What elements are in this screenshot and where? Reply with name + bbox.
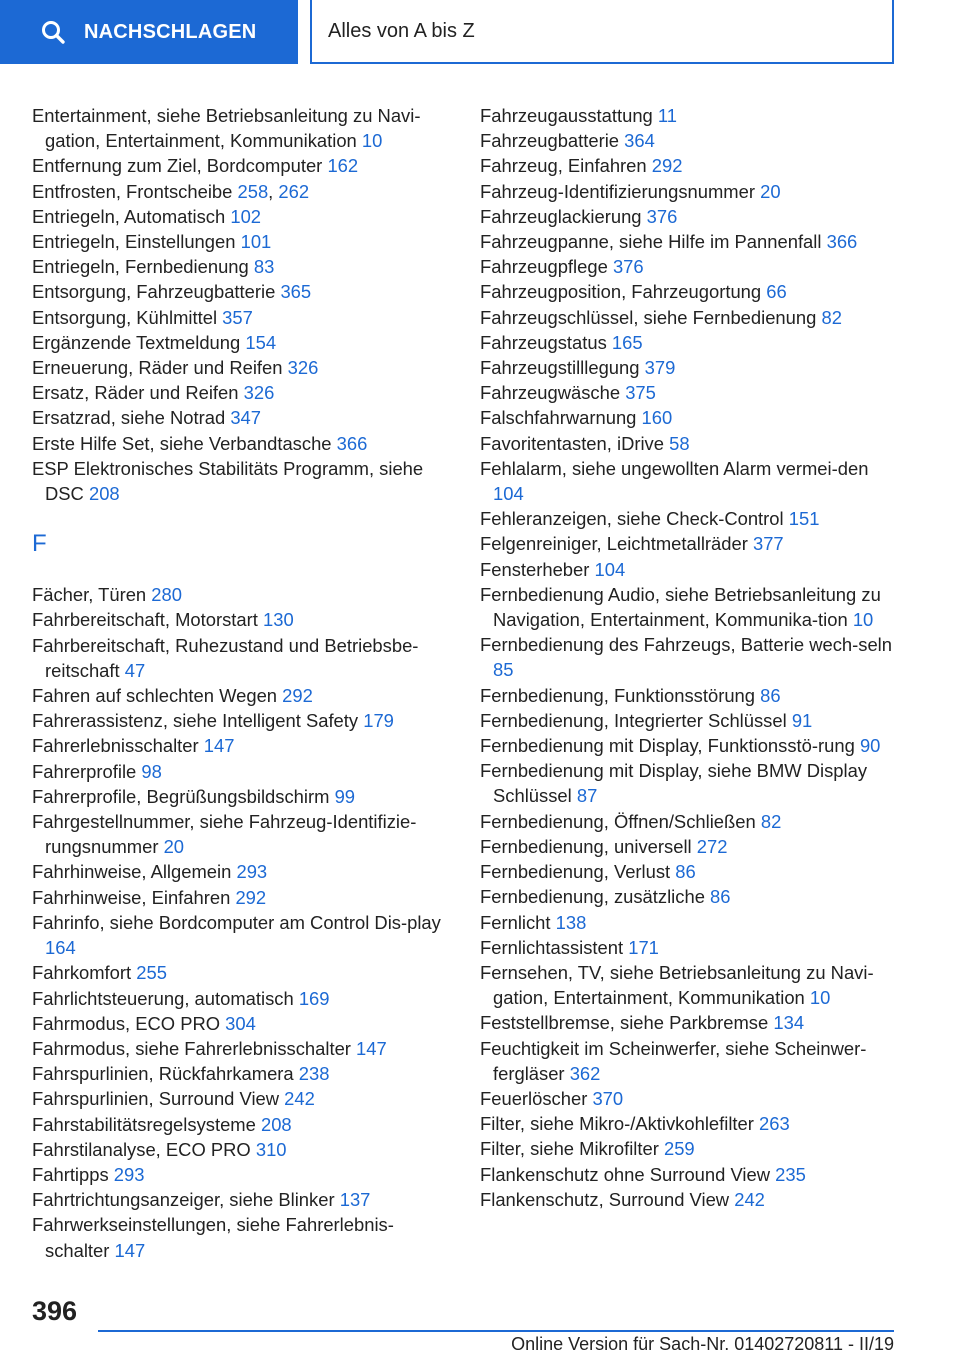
index-entry <box>32 103 447 153</box>
index-entry-term: Fahren auf schlechten Wegen <box>32 685 278 707</box>
page-reference-link[interactable]: 376 <box>612 256 644 278</box>
index-entry <box>480 708 900 733</box>
page-reference-link[interactable]: 259 <box>663 1138 695 1160</box>
index-entry-term: Fahrspurlinien, Surround View <box>32 1088 280 1110</box>
page-reference-link[interactable]: 208 <box>88 483 120 505</box>
page-reference-link[interactable]: 82 <box>760 810 782 832</box>
index-entry <box>480 1010 900 1035</box>
tab-nachschlagen[interactable] <box>0 0 298 64</box>
index-entry-term: Fahrzeugpanne, siehe Hilfe im Pannenfall <box>480 231 822 253</box>
page-reference-link[interactable]: 10 <box>809 987 831 1009</box>
index-entry-term: Fernbedienung, Funktionsstörung <box>480 684 756 706</box>
index-entry-term: Entsorgung, Fahrzeugbatterie <box>32 281 276 303</box>
page-reference-link[interactable]: 293 <box>113 1163 145 1185</box>
page-reference-link[interactable]: 151 <box>788 508 820 530</box>
page-reference-link[interactable]: 83 <box>253 256 275 278</box>
index-entry <box>480 506 900 531</box>
index-entry-term: Fahrzeugstilllegung <box>480 357 640 379</box>
page-reference-link[interactable]: 20 <box>760 180 781 202</box>
page-reference-link[interactable]: 104 <box>493 483 524 505</box>
page-reference-link[interactable]: 375 <box>625 382 656 404</box>
index-entry <box>480 1162 900 1187</box>
index-entry <box>32 1086 447 1111</box>
page-reference-link[interactable]: 179 <box>363 710 394 732</box>
index-entry <box>32 633 447 683</box>
page-reference-link[interactable]: 137 <box>339 1189 371 1211</box>
index-entry <box>32 431 447 456</box>
page-reference-link[interactable]: 86 <box>675 861 696 883</box>
page-reference-link[interactable]: 11 <box>657 105 677 126</box>
page-reference-link[interactable]: 164 <box>45 937 76 959</box>
page-reference-link[interactable]: 292 <box>282 685 313 707</box>
page-reference-link[interactable]: 86 <box>760 684 781 706</box>
index-entry-term: Fensterheber <box>480 558 590 580</box>
page-reference-link[interactable]: 263 <box>759 1113 790 1135</box>
index-entry <box>480 179 900 204</box>
page-reference-link[interactable]: 366 <box>826 231 858 253</box>
index-entry <box>480 279 900 304</box>
index-entry <box>32 607 447 632</box>
index-entry: Entfrosten, Frontscheibe 258, 262 <box>32 180 310 202</box>
index-entry-term: Entriegeln, Automatisch <box>32 205 226 227</box>
index-entry-term: Fahrzeugschlüssel, siehe Fernbedienung <box>480 306 817 328</box>
page-reference-link[interactable]: 102 <box>230 205 262 227</box>
index-entry <box>32 305 447 330</box>
index-entry-term: Entriegeln, Einstellungen <box>32 231 236 253</box>
index-entry-term: Flankenschutz ohne Surround View <box>480 1163 771 1185</box>
page-reference-link[interactable]: 160 <box>641 407 673 429</box>
page-reference-link[interactable]: 99 <box>334 785 356 807</box>
index-entry-term: ESP Elektronisches Stabilitäts Programm, siehe DSC <box>32 457 424 505</box>
page-reference-link[interactable]: 370 <box>592 1087 624 1109</box>
page-reference-link[interactable]: 362 <box>569 1062 601 1084</box>
index-entry-term: Entriegeln, Fernbedienung <box>32 256 249 278</box>
index-entry-term: Favoritentasten, iDrive <box>480 432 664 454</box>
index-entry-term: Fahrkomfort <box>32 962 132 984</box>
page-reference-link[interactable]: 101 <box>240 231 272 253</box>
page-reference-link[interactable]: 292 <box>651 155 683 177</box>
page-reference-link[interactable]: 147 <box>114 1239 146 1261</box>
index-entry-term: Fernbedienung, Verlust <box>480 861 671 883</box>
page-reference-link[interactable]: 376 <box>646 205 678 227</box>
page-reference-link[interactable]: 165 <box>611 331 643 353</box>
index-entry-term: Feuerlöscher <box>480 1087 588 1109</box>
index-entry-term: Fahrzeugbatterie <box>480 130 620 152</box>
index-entry <box>480 405 900 430</box>
index-entry <box>480 254 900 279</box>
index-entry <box>480 153 900 178</box>
page-number: 396 <box>32 1296 78 1326</box>
index-entry <box>480 960 900 1010</box>
page-reference-link[interactable]: 20 <box>163 836 185 858</box>
page-reference-link[interactable]: 85 <box>493 659 514 681</box>
index-entry <box>32 708 447 733</box>
index-entry-term: Fahrspurlinien, Rückfahrkamera <box>32 1063 294 1085</box>
index-entry <box>480 1111 900 1136</box>
index-entry <box>480 330 900 355</box>
index-entry <box>480 128 900 153</box>
page-reference-link[interactable]: 326 <box>287 357 319 379</box>
index-entry-term: Fernbedienung mit Display, siehe BMW Display Schlüssel <box>480 760 868 807</box>
page-reference-link[interactable]: 91 <box>791 709 813 731</box>
index-entry <box>32 1162 447 1187</box>
index-entry <box>480 884 900 909</box>
index-entry-term: Falschfahrwarnung <box>480 407 637 429</box>
page-reference-link[interactable]: 171 <box>628 936 659 958</box>
index-entry <box>32 683 447 708</box>
index-entry <box>32 1187 447 1212</box>
index-entry <box>480 531 900 556</box>
index-entry-term: Fernbedienung, universell <box>480 835 692 857</box>
index-entry-term: Felgenreiniger, Leichtmetallräder <box>480 533 748 555</box>
index-entry <box>32 405 447 430</box>
index-entry-term: Fahrhinweise, Einfahren <box>32 886 231 908</box>
index-entry-term: Fernbedienung Audio, siehe Betriebsanleitung zu Navigation, Entertainment, Kommunika-tion <box>480 583 881 631</box>
index-entry <box>32 279 447 304</box>
index-entry <box>32 733 447 758</box>
index-entry-term: Filter, siehe Mikro-/Aktivkohlefilter <box>480 1113 754 1135</box>
page-reference-link[interactable]: 138 <box>555 911 587 933</box>
index-entry <box>32 1011 447 1036</box>
index-entry <box>480 632 900 682</box>
page-reference-link[interactable]: 162 <box>327 155 359 177</box>
page-reference-link[interactable]: 272 <box>696 835 728 857</box>
page-reference-link[interactable]: 238 <box>298 1063 330 1085</box>
index-entry <box>32 229 447 254</box>
page-reference-link[interactable]: 242 <box>734 1188 765 1210</box>
page-reference-link[interactable]: 364 <box>624 130 655 152</box>
index-entry <box>32 1112 447 1137</box>
index-entry <box>480 859 900 884</box>
page-reference-link[interactable]: 10 <box>361 130 383 152</box>
page-reference-link[interactable]: 154 <box>245 331 277 353</box>
index-entry <box>480 380 900 405</box>
index-entry-term: Fahrwerkseinstellungen, siehe Fahrerlebnis-schalter <box>32 1214 394 1261</box>
index-entry-term: Erste Hilfe Set, siehe Verbandtasche <box>32 432 332 454</box>
index-entry-term: Fahrbereitschaft, Motorstart <box>32 609 258 631</box>
index-entry-term: Ersatzrad, siehe Notrad <box>32 407 226 429</box>
index-entry-term: Flankenschutz, Surround View <box>480 1188 730 1210</box>
index-entry <box>32 204 447 229</box>
index-entry-term: Fächer, Türen <box>32 584 147 606</box>
index-entry-term: Ergänzende Textmeldung <box>32 331 241 353</box>
index-entry <box>32 759 447 784</box>
index-entry-term: Fahrstilanalyse, ECO PRO <box>32 1138 251 1160</box>
index-entry <box>32 153 447 178</box>
page-reference-link[interactable]: 98 <box>141 760 162 782</box>
index-entry-term: Fahrzeugwäsche <box>480 382 621 404</box>
page-reference-link[interactable]: 292 <box>235 886 267 908</box>
page-reference-link[interactable]: 357 <box>222 306 253 328</box>
index-entry <box>480 431 900 456</box>
index-entry-term: Feststellbremse, siehe Parkbremse <box>480 1012 769 1034</box>
page-reference-link[interactable]: 147 <box>203 735 235 757</box>
index-letter-heading: F <box>32 530 47 558</box>
index-entry-term: Fahrzeuglackierung <box>480 205 642 227</box>
index-entry-term: Entfernung zum Ziel, Bordcomputer <box>32 155 323 177</box>
page-reference-link[interactable]: 365 <box>280 281 312 303</box>
section-title: Alles von A bis Z <box>310 0 894 64</box>
page-reference-link[interactable]: 280 <box>151 584 182 606</box>
page-reference-link[interactable]: 169 <box>298 987 330 1009</box>
index-entry-term: Fernlichtassistent <box>480 936 624 958</box>
index-entry <box>480 910 900 935</box>
index-entry <box>32 254 447 279</box>
page-reference-link[interactable]: 235 <box>775 1163 806 1185</box>
page-reference-link[interactable]: 208 <box>260 1113 292 1135</box>
index-entry-term: Ersatz, Räder und Reifen <box>32 382 239 404</box>
page-reference-link[interactable]: 47 <box>124 659 146 681</box>
index-entry-term: Entertainment, siehe Betriebsanleitung zu Navi-gation, Entertainment, Kommunikation <box>32 105 421 152</box>
page-reference-link[interactable]: 147 <box>356 1037 387 1059</box>
index-entry <box>32 960 447 985</box>
index-entry-term: Fahrtrichtungsanzeiger, siehe Blinker <box>32 1189 335 1211</box>
index-column-left <box>32 103 447 1263</box>
index-entry-term: Filter, siehe Mikrofilter <box>480 1138 659 1160</box>
page-reference-link[interactable]: 86 <box>710 886 731 908</box>
index-entry-term: Fahrbereitschaft, Ruhezustand und Betriebsbe-reitschaft <box>32 634 419 681</box>
index-entry <box>480 758 900 808</box>
index-entry-term: Feuchtigkeit im Scheinwerfer, siehe Scheinwer-fergläser <box>480 1037 867 1084</box>
index-entry <box>480 1086 900 1111</box>
index-entry <box>480 305 900 330</box>
index-column-right <box>480 103 900 1212</box>
page-reference-link[interactable]: 347 <box>230 407 262 429</box>
index-entry-term: Fahrerassistenz, siehe Intelligent Safety <box>32 710 359 732</box>
index-entry-term: Fahrhinweise, Allgemein <box>32 861 232 883</box>
page-reference-link[interactable]: 58 <box>669 432 690 454</box>
index-entry-term: Fernlicht <box>480 911 551 933</box>
index-entry-term: Fahrzeug, Einfahren <box>480 155 647 177</box>
page-reference-link[interactable]: 87 <box>576 785 598 807</box>
index-entry <box>32 1212 447 1262</box>
page-reference-link[interactable]: 293 <box>236 861 268 883</box>
index-entry <box>32 330 447 355</box>
page-reference-link[interactable]: 134 <box>773 1012 805 1034</box>
index-entry <box>32 809 447 859</box>
online-version-note: Online Version für Sach-Nr. 01402720811 - II/19 <box>511 1334 894 1354</box>
index-entry <box>32 1061 447 1086</box>
page-reference-link[interactable]: 377 <box>752 533 784 555</box>
index-entry-term: Fahrzeugposition, Fahrzeugortung <box>480 281 762 303</box>
page-reference-link[interactable]: 255 <box>136 962 167 984</box>
index-entry-term: Fernbedienung, Öffnen/Schließen <box>480 810 756 832</box>
index-entry-term: Fernsehen, TV, siehe Betriebsanleitung zu Navi-gation, Entertainment, Kommunikation <box>480 961 874 1009</box>
page-reference-link[interactable]: 366 <box>336 432 368 454</box>
index-entry-term: Fahrerlebnisschalter <box>32 735 199 757</box>
index-entry <box>480 557 900 582</box>
page-reference-link[interactable]: 326 <box>243 382 275 404</box>
index-entry <box>32 784 447 809</box>
index-entry <box>32 859 447 884</box>
page-reference-link[interactable]: 90 <box>859 735 881 757</box>
index-entry <box>32 1036 447 1061</box>
index-entry <box>480 229 900 254</box>
index-entry-term: Fehleranzeigen, siehe Check-Control <box>480 508 784 530</box>
index-entry <box>480 683 900 708</box>
page-reference-link[interactable]: 304 <box>225 1012 256 1034</box>
page-reference-link[interactable]: 310 <box>255 1138 287 1160</box>
index-entry <box>480 456 900 506</box>
page-reference-link[interactable]: 66 <box>766 281 787 303</box>
index-entry <box>480 733 900 758</box>
page-reference-link[interactable]: 130 <box>263 609 294 631</box>
index-entry-term: Entfrosten, Frontscheibe <box>32 180 233 202</box>
page-reference-link[interactable]: 379 <box>644 357 676 379</box>
tab-label: NACHSCHLAGEN <box>84 20 257 43</box>
index-entry-term: Fahrzeugausstattung <box>480 105 653 126</box>
page-reference-link[interactable]: 104 <box>594 558 626 580</box>
index-entry-term: Fahrzeugpflege <box>480 256 608 278</box>
index-entry-term: Fahrlichtsteuerung, automatisch <box>32 987 294 1009</box>
page-reference-link[interactable]: 82 <box>821 306 842 328</box>
index-entry-term: Fahrerprofile, Begrüßungsbildschirm <box>32 785 330 807</box>
index-entry <box>480 204 900 229</box>
index-entry <box>480 935 900 960</box>
index-entry-term: Fernbedienung mit Display, Funktionsstö-rung <box>480 735 855 757</box>
index-entry-term: Fahrstabilitätsregelsysteme <box>32 1113 256 1135</box>
page-reference-link[interactable]: 258 <box>237 180 269 202</box>
index-entry <box>480 834 900 859</box>
index-entry <box>480 1187 900 1212</box>
page-reference-link[interactable]: 242 <box>284 1088 315 1110</box>
index-entry-term: Erneuerung, Räder und Reifen <box>32 357 283 379</box>
index-entry-term: Fernbedienung, Integrierter Schlüssel <box>480 709 787 731</box>
index-entry <box>32 986 447 1011</box>
index-entry-term: Entsorgung, Kühlmittel <box>32 306 218 328</box>
index-entry <box>480 1036 900 1086</box>
index-entry-term: Fahrerprofile <box>32 760 137 782</box>
index-entry <box>480 582 900 632</box>
index-entry <box>32 380 447 405</box>
page-reference-link[interactable]: 262 <box>278 180 310 202</box>
index-entry-term: Fernbedienung, zusätzliche <box>480 886 705 908</box>
index-entry-term: Fahrmodus, siehe Fahrerlebnisschalter <box>32 1037 351 1059</box>
index-entry <box>480 355 900 380</box>
index-entry <box>480 809 900 834</box>
index-entry-term: Fahrgestellnummer, siehe Fahrzeug-Identifizie-rungsnummer <box>32 811 417 858</box>
search-icon <box>40 19 66 45</box>
index-entry <box>32 355 447 380</box>
index-entry-term: Fahrzeug-Identifizierungsnummer <box>480 180 755 202</box>
index-entry-term: Fahrzeugstatus <box>480 331 607 353</box>
index-entry <box>32 582 447 607</box>
index-entry <box>32 456 447 506</box>
index-entry-term: Fahrtipps <box>32 1163 109 1185</box>
index-entry <box>32 885 447 910</box>
footer-divider <box>98 1330 894 1332</box>
index-entry-term: Fernbedienung des Fahrzeugs, Batterie wech-seln <box>480 634 892 656</box>
index-entry <box>32 910 447 960</box>
index-entry <box>32 1137 447 1162</box>
index-entry <box>480 103 900 128</box>
page-reference-link[interactable]: 10 <box>852 609 874 631</box>
index-entry-term: Fehlalarm, siehe ungewollten Alarm vermei-den <box>480 457 869 479</box>
index-entry-term: Fahrinfo, siehe Bordcomputer am Control Dis-play <box>32 911 441 933</box>
index-entry-term: Fahrmodus, ECO PRO <box>32 1012 221 1034</box>
index-entry <box>480 1136 900 1161</box>
